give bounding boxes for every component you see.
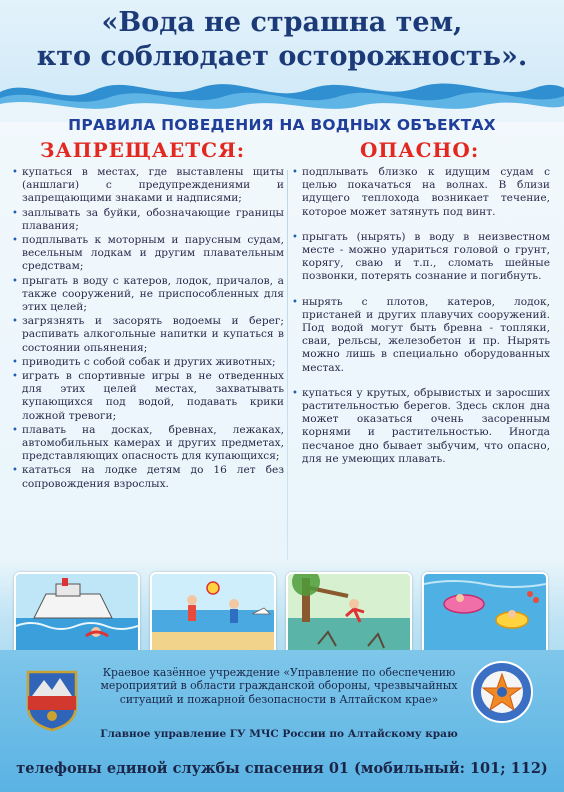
forbidden-item-text: купаться в местах, где выставлены щиты (аншлаги) с предупреждениями и запрещающими знаками и надписями; bbox=[22, 166, 284, 205]
forbidden-item-text: заплывать за буйки, обозначающие границы плавания; bbox=[22, 206, 284, 232]
danger-item-text: купаться у крутых, обрывистых и заросших растительностью берегов. Здесь склон дна может оказаться очень засоренным корнями и растительностью. Иногда песчаное дно бывает зыбучим, что опасно, для не умеющих плавать. bbox=[302, 386, 550, 465]
forbidden-item-text: кататься на лодке детям до 16 лет без сопровождения взрослых. bbox=[22, 464, 284, 490]
bullet-icon: • bbox=[292, 167, 298, 178]
forbidden-item-text: подплывать к моторным и парусным судам, весельным лодкам и другим плавательным средствам; bbox=[22, 234, 284, 273]
department-name: Главное управление ГУ МЧС России по Алтайскому краю bbox=[100, 728, 458, 740]
forbidden-heading: ЗАПРЕЩАЕТСЯ: bbox=[40, 138, 246, 162]
danger-item bbox=[292, 296, 550, 375]
danger-item-text: нырять с плотов, катеров, лодок, пристаней и других плавучих сооружений. Под водой могут быть бревна - топляки, сваи, рельсы, железобетон и пр. Нырять можно лишь в специально оборудованных местах. bbox=[302, 295, 550, 374]
danger-heading: ОПАСНО: bbox=[360, 138, 480, 162]
danger-list bbox=[292, 166, 550, 478]
forbidden-item bbox=[12, 166, 284, 206]
forbidden-item bbox=[12, 356, 284, 369]
forbidden-item bbox=[12, 207, 284, 233]
danger-item bbox=[292, 387, 550, 466]
bullet-icon: • bbox=[12, 207, 18, 219]
forbidden-item bbox=[12, 315, 284, 355]
bullet-icon: • bbox=[292, 387, 298, 399]
danger-item bbox=[292, 166, 550, 219]
danger-item-text: прыгать (нырять) в воду в неизвестном месте - можно удариться головой о грунт, корягу, сваю и т.п., сломать шейные позвонки, потерять сознание и погибнуть. bbox=[302, 230, 550, 283]
forbidden-item-text: плавать на досках, бревнах, лежаках, автомобильных камерах и других предметах, представляющих опасность для купающихся; bbox=[22, 423, 284, 463]
forbidden-item-text: загрязнять и засорять водоемы и берег; распивать алкогольные напитки и купаться в состоянии опьянения; bbox=[22, 315, 284, 354]
title-line-1: «Вода не страшна тем, bbox=[101, 7, 463, 38]
bullet-icon: • bbox=[292, 231, 298, 243]
column-divider bbox=[287, 170, 288, 560]
forbidden-item bbox=[12, 275, 284, 315]
mchs-russia-emblem-icon bbox=[470, 660, 534, 724]
rescue-phones: телефоны единой службы спасения 01 (мобильный: 101; 112) bbox=[16, 760, 548, 777]
poster-title bbox=[20, 6, 544, 74]
org-line-3: ситуаций и пожарной безопасности в Алтайском крае» bbox=[119, 692, 439, 706]
forbidden-item bbox=[12, 234, 284, 274]
bullet-icon: • bbox=[12, 167, 18, 178]
bullet-icon: • bbox=[12, 275, 18, 287]
forbidden-item bbox=[12, 370, 284, 423]
danger-item-text: подплывать близко к идущим судам с целью покачаться на волнах. В близи идущего теплохода возникает течение, которое может затянуть под винт. bbox=[302, 166, 550, 218]
danger-item bbox=[292, 231, 550, 284]
organization-name bbox=[96, 666, 462, 706]
org-line-1: Краевое казённое учреждение «Управление по обеспечению bbox=[102, 666, 456, 679]
forbidden-list bbox=[12, 166, 284, 492]
top-waves-decoration bbox=[0, 72, 564, 122]
forbidden-item bbox=[12, 424, 284, 464]
bullet-icon: • bbox=[12, 316, 18, 328]
bullet-icon: • bbox=[12, 235, 18, 247]
forbidden-item bbox=[12, 464, 284, 490]
forbidden-item-text: играть в спортивные игры в не отведенных для этих целей местах, захватывать купающихся под водой, подавать крики ложной тревоги; bbox=[22, 370, 284, 422]
bullet-icon: • bbox=[12, 356, 18, 368]
forbidden-item-text: приводить с собой собак и других животных; bbox=[22, 355, 276, 368]
rules-subtitle: ПРАВИЛА ПОВЕДЕНИЯ НА ВОДНЫХ ОБЪЕКТАХ bbox=[68, 116, 496, 134]
altai-krai-coat-of-arms-icon bbox=[22, 666, 82, 732]
bullet-icon: • bbox=[12, 371, 18, 383]
org-line-2: мероприятий в области гражданской обороны, чрезвычайных bbox=[100, 679, 458, 693]
bullet-icon: • bbox=[292, 296, 298, 308]
forbidden-item-text: прыгать в воду с катеров, лодок, причалов, а также сооружений, не приспособленных для этих целей; bbox=[22, 274, 284, 314]
bullet-icon: • bbox=[12, 424, 18, 436]
bullet-icon: • bbox=[12, 465, 18, 477]
title-line-2: кто соблюдает осторожность». bbox=[36, 41, 528, 72]
